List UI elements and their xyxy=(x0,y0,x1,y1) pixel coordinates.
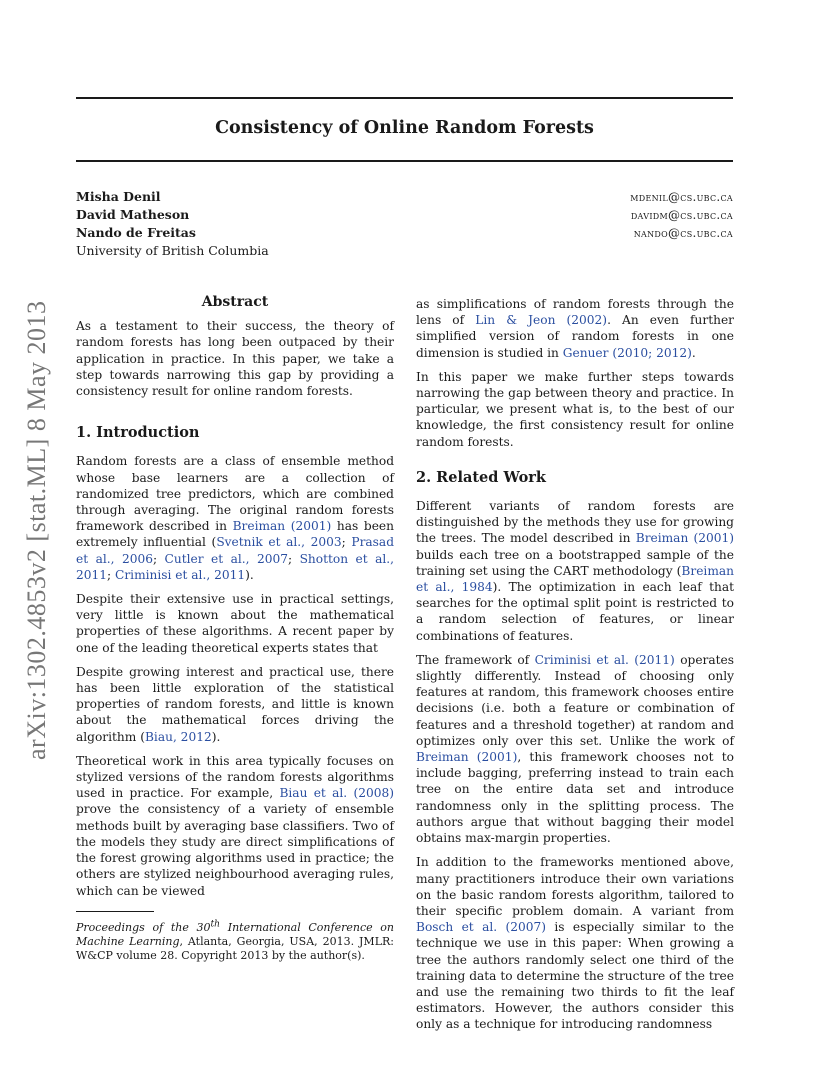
citation-link[interactable]: Shotton et al., 2011 xyxy=(76,551,395,582)
citation-link[interactable]: Cutler et al., 2007 xyxy=(164,551,288,566)
author-email: mdenil@cs.ubc.ca xyxy=(630,190,733,204)
citation-link[interactable]: Biau et al. (2008) xyxy=(279,786,395,801)
section-heading-introduction: 1. Introduction xyxy=(76,424,200,442)
arxiv-stamp: arXiv:1302.4853v2 [stat.ML] 8 May 2013 xyxy=(22,300,51,760)
author-email: nando@cs.ubc.ca xyxy=(633,226,733,240)
author-block xyxy=(76,188,733,260)
right-paragraph-0: as simplifications of random forests through the lens of Lin & Jeon (2002). An even further simplified version of random forests in one dimension is studied in Genuer (2010; 2012). xyxy=(416,297,735,360)
footnote-rule xyxy=(76,911,154,912)
citation-link[interactable]: Breiman (2001) xyxy=(232,519,332,534)
title-rule-bottom xyxy=(76,160,733,162)
author-row xyxy=(76,224,733,242)
citation-link[interactable]: Lin & Jeon (2002) xyxy=(475,313,608,328)
citation-link[interactable]: Bosch et al. (2007) xyxy=(416,920,547,935)
citation-link[interactable]: Breiman et al., 1984 xyxy=(416,563,734,595)
author-name: Nando de Freitas xyxy=(76,225,196,240)
related-paragraph-2: The framework of Criminisi et al. (2011) operates slightly differently. Instead of choosing only features at random, this framework chooses entire decisions (i.e. both a feature or combination of features and a threshold together) at random and optimizes only over this set. Unlike the work of Breiman (2001), this framework chooses not to include bagging, preferring instead to train each tree on the entire data set and introduce randomness only in the splitting process. The authors argue that without bagging their model obtains max-margin properties. xyxy=(416,652,735,846)
author-name: Misha Denil xyxy=(76,189,161,204)
paper-title: Consistency of Online Random Forests xyxy=(215,118,594,138)
citation-link[interactable]: Criminisi et al., 2011 xyxy=(115,567,246,582)
right-column xyxy=(416,296,734,1041)
related-paragraph-1: Different variants of random forests are distinguished by the methods they use for growing the trees. The model described in Breiman (2001) builds each tree on a bootstrapped sample of the training set using the CART methodology (Breiman et al., 1984). The optimization in each leaf that searches for the optimal split point is restricted to a random selection of features, or linear combinations of features. xyxy=(416,499,735,643)
intro-paragraph-2: Despite their extensive use in practical settings, very little is known about the mathematical properties of these algorithms. A recent paper by one of the leading theoretical experts states that xyxy=(76,592,394,655)
abstract-title: Abstract xyxy=(201,294,269,310)
abstract-text: As a testament to their success, the theory of random forests has long been outpaced by their application in practice. In this paper, we take a step towards narrowing this gap by providing a consistency result for online random forests. xyxy=(76,319,394,399)
citation-link[interactable]: Breiman (2001) xyxy=(635,531,735,546)
citation-link[interactable]: Svetnik et al., 2003 xyxy=(216,535,342,550)
author-email: davidm@cs.ubc.ca xyxy=(630,208,733,222)
intro-paragraph-1: Random forests are a class of ensemble method whose base learners are a collection of randomized tree predictors, which are combined through averaging. The original random forests framework described in Breiman (2001) has been extremely influential (Svetnik et al., 2003; Prasad et al., 2006; Cutler et al., 2007; Shotton et al., 2011; Criminisi et al., 2011). xyxy=(76,454,395,582)
author-row xyxy=(76,206,733,224)
intro-paragraph-3: Theoretical work in this area typically focuses on stylized versions of the random forests algorithms used in practice. For example, Biau et al. (2008) prove the consistency of a variety of ensemble methods built by averaging base classifiers. Two of the models they study are direct simplifications of the forest growing algorithms used in practice; the others are stylized neighbourhood averaging rules, which can be viewed xyxy=(76,753,395,898)
citation-link[interactable]: Biau, 2012 xyxy=(144,729,212,744)
author-name: David Matheson xyxy=(76,207,190,222)
footnote: Proceedings of the 30th International Conference on Machine Learning, Atlanta, Georgia, USA, 2013. JMLR: W&CP volume 28. Copyright 2013 by the author(s). xyxy=(76,918,394,963)
related-paragraph-3: In addition to the frameworks mentioned above, many practitioners introduce their own variations on the basic random forests algorithm, tailored to their specific problem domain. A variant from Bosch et al. (2007) is especially similar to the technique we use in this paper: When growing a tree the authors randomly select one third of the training data to determine the structure of the tree and use the remaining two thirds to fit the leaf estimators. However, the authors consider this only as a technique for introducing randomness xyxy=(416,855,734,1032)
citation-link[interactable]: Criminisi et al. (2011) xyxy=(534,652,675,667)
citation-link[interactable]: Breiman (2001) xyxy=(416,750,518,765)
left-column xyxy=(76,290,394,963)
author-row xyxy=(76,188,733,206)
section-heading-related-work: 2. Related Work xyxy=(416,468,546,486)
block-quote: Despite growing interest and practical use, there has been little exploration of the statistical properties of random forests, and little is known about the mathematical forces driving the algorithm (Biau, 2012). xyxy=(76,664,394,744)
right-paragraph-1: In this paper we make further steps towards narrowing the gap between theory and practice. In particular, we present what is, to the best of our knowledge, the first consistency result for online random forests. xyxy=(416,369,734,449)
citation-link[interactable]: Genuer (2010; 2012) xyxy=(562,345,692,360)
citation-link[interactable]: Prasad et al., 2006 xyxy=(76,535,395,566)
title-rule-top xyxy=(76,97,733,99)
affiliation: University of British Columbia xyxy=(76,243,269,258)
